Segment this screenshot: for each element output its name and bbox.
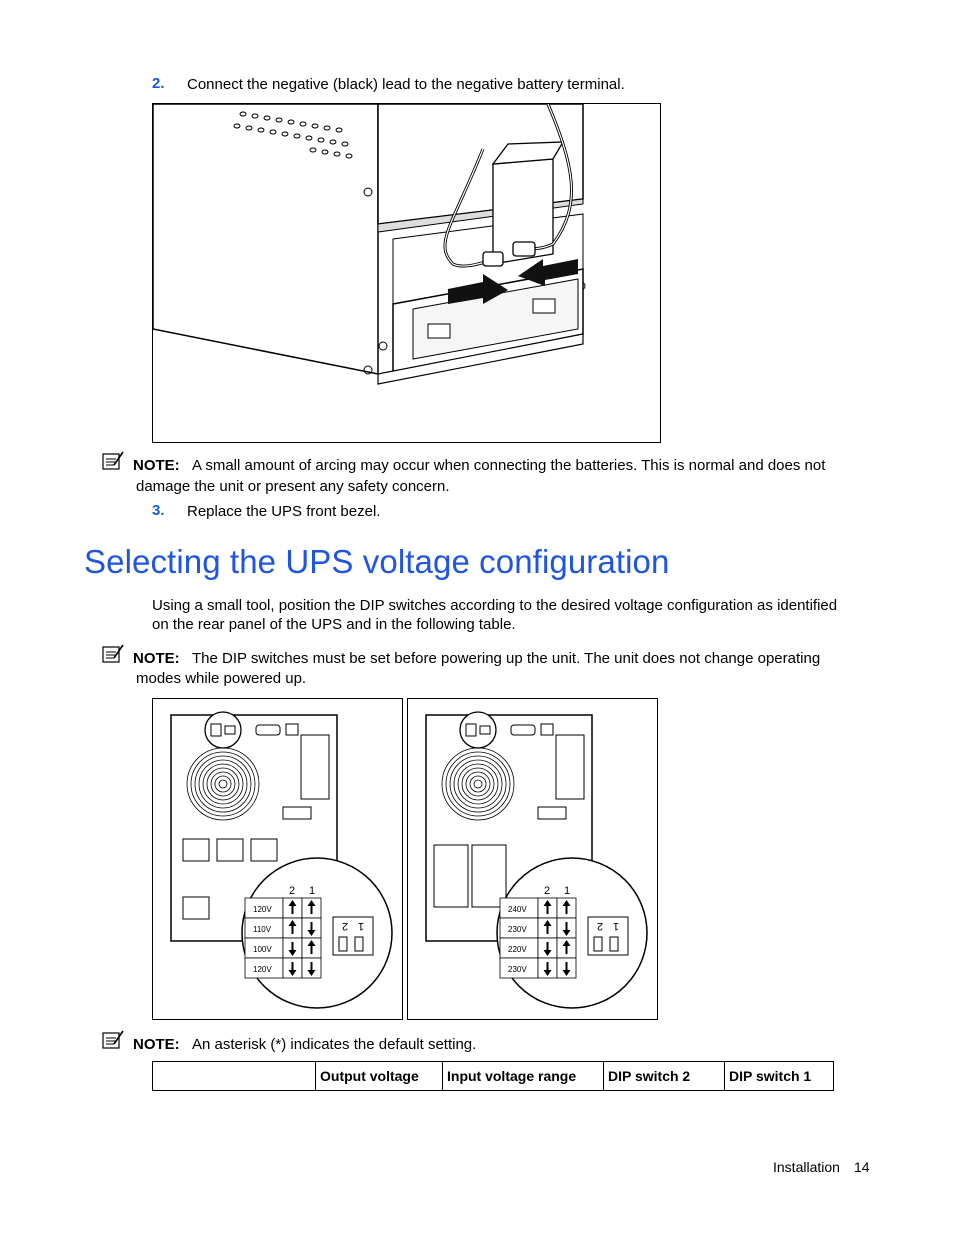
switch-label: 2 (596, 920, 604, 932)
note-label: NOTE: (133, 1036, 180, 1053)
note-text-continued: modes while powered up. (136, 670, 307, 687)
dip-callout-circle (460, 712, 496, 748)
expansion-slot (301, 735, 329, 799)
dip-block (480, 726, 490, 734)
serial-port (256, 725, 280, 735)
voltage-row (245, 938, 321, 958)
note-icon (102, 644, 124, 664)
dip-block (225, 726, 235, 734)
note-text: An asterisk (*) indicates the default setting. (192, 1036, 477, 1053)
voltage-label: 220V (508, 945, 527, 954)
dip-callout-circle (205, 712, 241, 748)
column-label: 1 (563, 885, 571, 897)
dip-figure-right-illustration (408, 699, 657, 1019)
note-icon (102, 451, 124, 471)
footer-section: Installation (773, 1159, 840, 1175)
table-header-cell (153, 1062, 316, 1091)
note-icon (102, 1030, 124, 1050)
network-port (541, 724, 553, 735)
battery-connection-figure (152, 103, 661, 443)
table-header-cell: DIP switch 2 (604, 1062, 725, 1091)
table-header-cell: Input voltage range (443, 1062, 604, 1091)
voltage-label: 100V (253, 945, 272, 954)
voltage-row (500, 918, 576, 938)
step-text: Replace the UPS front bezel. (187, 503, 381, 520)
column-label: 2 (543, 885, 551, 897)
table-header-cell: Output voltage (316, 1062, 443, 1091)
note-text: A small amount of arcing may occur when connecting the batteries. This is normal and does not (192, 457, 826, 474)
voltage-row (245, 958, 321, 978)
note-label: NOTE: (133, 457, 180, 474)
dip-block (211, 724, 221, 736)
footer-page-number: 14 (854, 1159, 870, 1175)
switch-label: 1 (612, 920, 620, 932)
breaker (283, 807, 311, 819)
table-header-cell: DIP switch 1 (725, 1062, 834, 1091)
voltage-label: 120V (253, 905, 272, 914)
table-header-row (153, 1062, 834, 1091)
dip-figure-left (152, 698, 403, 1020)
intro-text-continued: on the rear panel of the UPS and in the following table. (152, 616, 516, 633)
network-port (286, 724, 298, 735)
voltage-label: 110V (253, 925, 272, 934)
step-number: 2. (152, 75, 165, 92)
column-label: 1 (308, 885, 316, 897)
voltage-row (245, 918, 321, 938)
voltage-label: 230V (508, 925, 527, 934)
expansion-slot (556, 735, 584, 799)
step-text: Connect the negative (black) lead to the negative battery terminal. (187, 76, 625, 93)
battery-connection-illustration (153, 104, 660, 442)
dip-figure-right (407, 698, 658, 1020)
switch-label: 1 (357, 920, 365, 932)
dip-switch-block (588, 917, 628, 955)
dip-switch-block (333, 917, 373, 955)
voltage-config-table (152, 1061, 834, 1091)
switch-slot (594, 937, 602, 951)
intro-text: Using a small tool, position the DIP switches according to the desired voltage configuration as identified (152, 597, 838, 614)
dip-block (466, 724, 476, 736)
serial-port (511, 725, 535, 735)
voltage-row (500, 938, 576, 958)
voltage-row (500, 958, 576, 978)
voltage-label: 230V (508, 965, 527, 974)
note-text: The DIP switches must be set before powering up the unit. The unit does not change operating (192, 650, 821, 667)
dip-figure-left-illustration (153, 699, 402, 1019)
column-label: 2 (288, 885, 296, 897)
breaker (538, 807, 566, 819)
switch-slot (610, 937, 618, 951)
voltage-row (500, 898, 576, 918)
note-text-continued: damage the unit or present any safety concern. (136, 478, 450, 495)
voltage-row (245, 898, 321, 918)
section-heading: Selecting the UPS voltage configuration (84, 543, 670, 580)
switch-slot (355, 937, 363, 951)
switch-slot (339, 937, 347, 951)
note-label: NOTE: (133, 650, 180, 667)
switch-label: 2 (341, 920, 349, 932)
voltage-label: 240V (508, 905, 527, 914)
voltage-label: 120V (253, 965, 272, 974)
step-number: 3. (152, 502, 165, 519)
